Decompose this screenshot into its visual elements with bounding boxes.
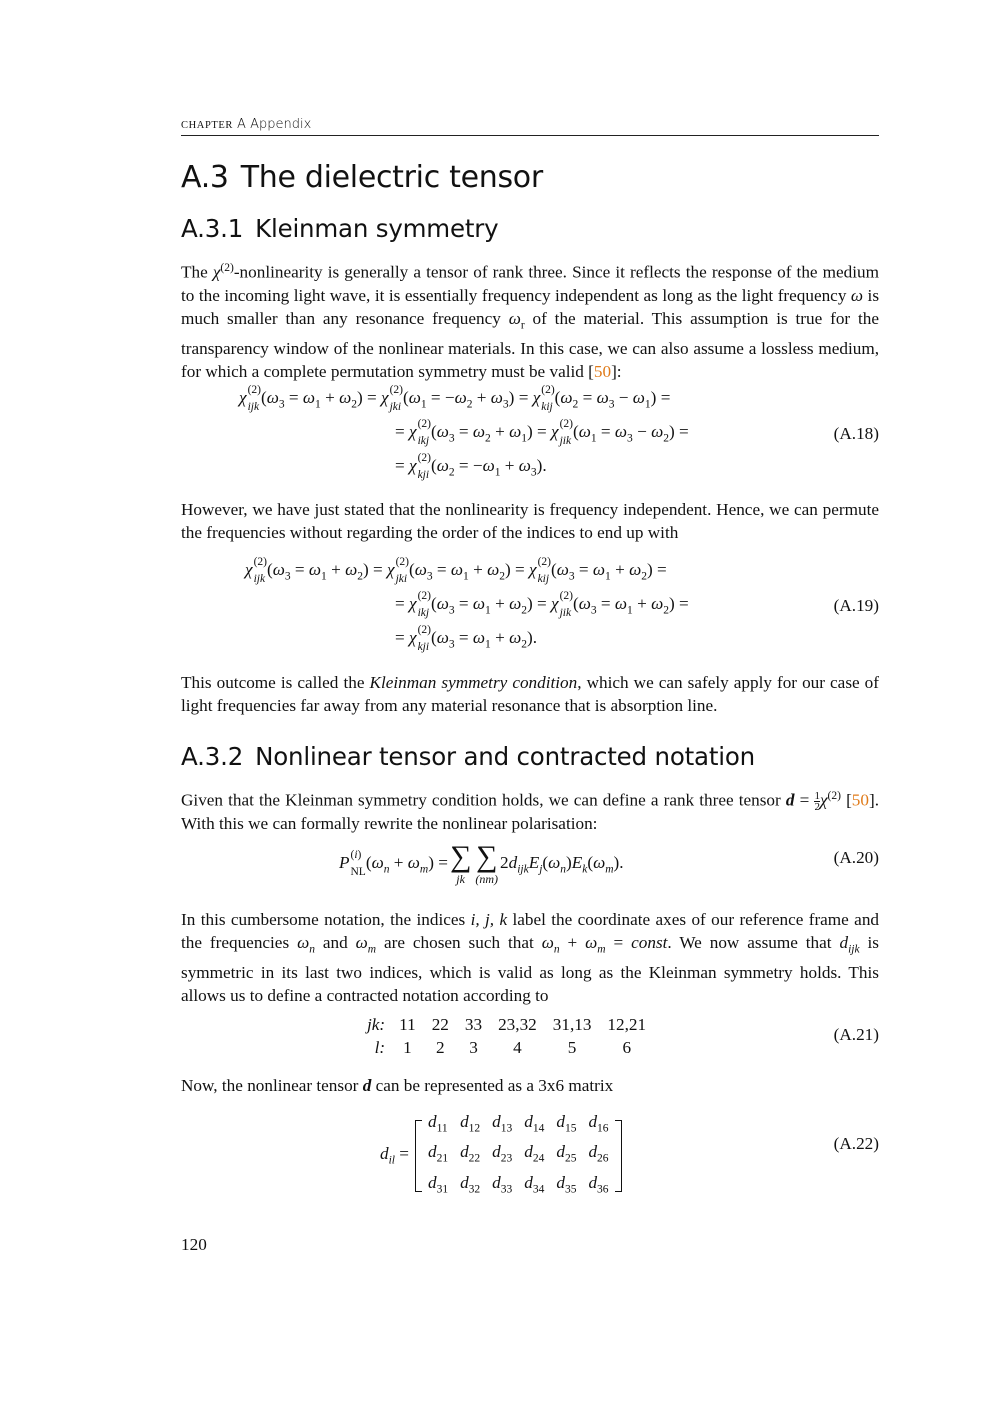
equation-number-a19: (A.19) bbox=[833, 596, 879, 615]
paragraph-4: Given that the Kleinman symmetry condition holds, we can define a rank three tensor d = $\frac{1}{2}$ $\chi^{(2)}$ [50]. With this we can formally rewrite the nonlinear polarisation: bbox=[181, 790, 880, 834]
table-row: l: 1 2 3 4 5 6 bbox=[374, 1038, 632, 1057]
paragraph-6: Now, the nonlinear tensor d can be represented as a 3x6 matrix bbox=[181, 1076, 614, 1095]
subsection-number-1: A.3.1 bbox=[181, 214, 244, 243]
equation-a19: χ (2) ijk $(\omega_3 = \omega_1 + \omega_2) = \chi$ (2) jki $(\omega_3 = \omega_1 + \omega_2) = \chi$ (2) kij $(\omega_3 = \omega_1 + \omega_2)$ = = χ (2) ikj $(\omega_3 = \omega_1 + \omega_2) = \chi$ (2) jik $(\omega_3 = \omega_1 + \omega_2)$ = = χ (2) kji $(\omega_3 = \omega_1 + \omega_2)$. (A.19) bbox=[245, 556, 879, 654]
matrix-row: $d_{21}$ $d_{22}$ $d_{23}$ $d_{24}$ $d_{25}$ $d_{26}$ bbox=[427, 1142, 609, 1165]
equation-number-a22: (A.22) bbox=[833, 1134, 879, 1153]
equation-a18: χ (2) ijk $(\omega_3 = \omega_1 + \omega_2) = \chi$ (2) jki $(\omega_1 = -\omega_2 + \omega_3) = \chi$ (2) kij $(\omega_2 = \omega_3 - \omega_1)$ = = χ (2) ikj $(\omega_3 = \omega_2 + \omega_1) = \chi$ (2) jik $(\omega_1 = \omega_3 - \omega_2)$ = = χ (2) kji $(\omega_2 = -\omega_1 + \omega_3)$. (A.18) bbox=[239, 384, 879, 482]
paragraph-5: In this cumbersome notation, the indices i, j, k label the coordinate axes of our reference frame and the frequencies $\omega_n$ and $\omega_m$ are chosen such that $\omega_n + \omega_m$ = const. We now assume that $d_{ijk}$ is symmetric in its last two indices, which is valid as long as the Kleinman symmetry holds. This allows us to define a contracted notation according to bbox=[181, 910, 880, 1006]
subsection-number-2: A.3.2 bbox=[181, 742, 244, 771]
page-number: 120 bbox=[181, 1235, 207, 1254]
equation-number-a18: (A.18) bbox=[833, 424, 879, 443]
citation-link[interactable]: 50 bbox=[593, 362, 612, 382]
subsection-title-2: Nonlinear tensor and contracted notation bbox=[255, 742, 755, 771]
chapter-title: A Appendix bbox=[237, 117, 312, 132]
subsection-heading-2 bbox=[181, 742, 755, 771]
equation-number-a21: (A.21) bbox=[833, 1025, 879, 1044]
paragraph-1: The $\chi^{(2)}$-nonlinearity is generally a tensor of rank three. Since it reflects the response of the medium to the incoming light wave, it is essentially frequency independent as long as the light frequency ω is much smaller than any resonance frequency $\omega_r$ of the material. This assumption is true for the transparency window of the nonlinear materials. In this case, we can also assume a lossless medium, for which a complete permutation symmetry must be valid [50]: bbox=[181, 262, 880, 382]
equation-a21 bbox=[181, 1013, 879, 1061]
running-head bbox=[181, 116, 879, 136]
matrix-row: $d_{31}$ $d_{32}$ $d_{33}$ $d_{34}$ $d_{35}$ $d_{36}$ bbox=[427, 1172, 609, 1196]
paragraph-3: This outcome is called the Kleinman symmetry condition, which we can safely apply for our case of light frequencies far away from any material resonance that is absorption line. bbox=[181, 673, 880, 715]
contraction-table bbox=[359, 1013, 654, 1059]
equation-a20: P (i) NL $(\omega_n + \omega_m)$ = ∑ jk ∑ (nm) $2d_{ijk}E_j(\omega_n)E_k(\omega_m)$. (A.20) bbox=[339, 840, 879, 886]
subsection-title-1: Kleinman symmetry bbox=[255, 214, 499, 243]
subsection-heading-1 bbox=[181, 214, 498, 243]
section-heading bbox=[181, 160, 543, 195]
d-matrix: $d_{il}$ = $d_{11}$ $d_{12}$ $d_{13}$ $d_{14}$ $d_{15}$ $d_{16}$ $d_{21}$ $d_{22}$ $d_{23}$ $d_{24}$ $d_{25}$ $d_{26}$ $d_{31}$ $d_{32}$ $d_{33}$ $d_{34}$ $d_{35}$ $d_{36}$ bbox=[380, 1110, 622, 1201]
section-number: A.3 bbox=[181, 160, 229, 195]
section-title: The dielectric tensor bbox=[240, 160, 543, 195]
citation-link-2[interactable]: 50 bbox=[851, 790, 869, 810]
table-row: jk: 11 22 33 23,32 31,13 12,21 bbox=[367, 1015, 647, 1034]
equation-number-a20: (A.20) bbox=[833, 848, 879, 867]
kleinman-term: Kleinman symmetry condition bbox=[369, 673, 578, 692]
chapter-word: CHAPTER bbox=[181, 120, 234, 131]
equation-a22 bbox=[181, 1110, 879, 1196]
paragraph-2: However, we have just stated that the nonlinearity is frequency independent. Hence, we can permute the frequencies without regarding the order of the indices to end up with bbox=[181, 500, 879, 542]
matrix-row: $d_{11}$ $d_{12}$ $d_{13}$ $d_{14}$ $d_{15}$ $d_{16}$ bbox=[427, 1112, 609, 1135]
